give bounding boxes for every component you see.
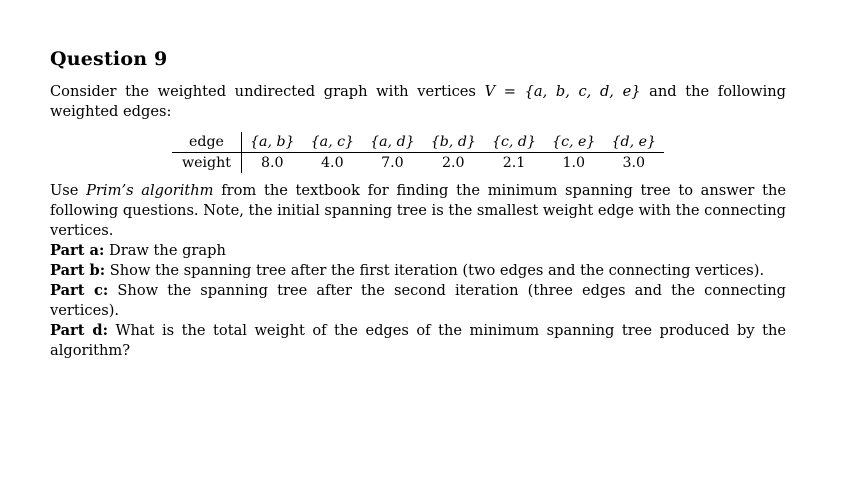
part-d — [50, 321, 786, 361]
instructions-post: from the textbook for finding the minimum spanning tree to answer the following questions. Note, the initial spanning tree is the smallest weight edge with the connecting vertices. — [50, 182, 786, 239]
instructions-pre: Use — [50, 182, 87, 199]
row-header-weight: weight — [172, 153, 242, 174]
weight-cell: 2.1 — [502, 155, 526, 171]
part-a — [50, 241, 786, 261]
part-text: Show the spanning tree after the second iteration (three edges and the connecting vertices). — [50, 282, 787, 319]
edge-table-wrapper — [50, 132, 786, 173]
vertex-set-math: V = {a, b, c, d, e} — [484, 83, 641, 100]
part-b — [50, 261, 786, 281]
intro-text-post: and the following weighted edges: — [50, 83, 786, 120]
part-label: Part b: — [50, 262, 106, 279]
edge-cell: {d, e} — [603, 132, 664, 153]
weight-cell: 7.0 — [381, 155, 404, 171]
edge-cell: {a, d} — [362, 132, 423, 153]
part-text: Draw the graph — [104, 242, 226, 259]
question-title: Question 9 — [50, 48, 168, 70]
question-intro — [50, 82, 786, 122]
weight-cell: 1.0 — [562, 155, 586, 171]
prims-algorithm-emphasis: Prim’s algorithm — [86, 182, 214, 199]
table-row-weights — [172, 153, 664, 174]
part-label: Part d: — [50, 322, 109, 339]
parts-list — [50, 241, 786, 361]
edge-cell: {c, d} — [484, 132, 544, 153]
part-c — [50, 281, 786, 321]
weight-cell: 2.0 — [442, 155, 465, 171]
edge-cell: {c, e} — [544, 132, 603, 153]
row-header-edge: edge — [172, 132, 242, 153]
part-label: Part c: — [50, 282, 109, 299]
weight-cell: 3.0 — [622, 155, 646, 171]
instructions-paragraph — [50, 181, 786, 241]
edge-weight-table — [172, 132, 664, 173]
edge-cell: {a, c} — [303, 132, 362, 153]
part-label: Part a: — [50, 242, 105, 259]
part-text: What is the total weight of the edges of the minimum spanning tree produced by the algorithm? — [50, 322, 787, 359]
edge-cell: {b, d} — [423, 132, 484, 153]
edge-cell: {a, b} — [241, 132, 302, 153]
document-page — [50, 48, 786, 361]
weight-cell: 4.0 — [321, 155, 344, 171]
table-row-edges — [172, 132, 664, 153]
weight-cell: 8.0 — [260, 155, 284, 171]
part-text: Show the spanning tree after the first iteration (two edges and the connecting vertices). — [105, 262, 765, 279]
intro-text-pre: Consider the weighted undirected graph with vertices — [50, 83, 485, 100]
